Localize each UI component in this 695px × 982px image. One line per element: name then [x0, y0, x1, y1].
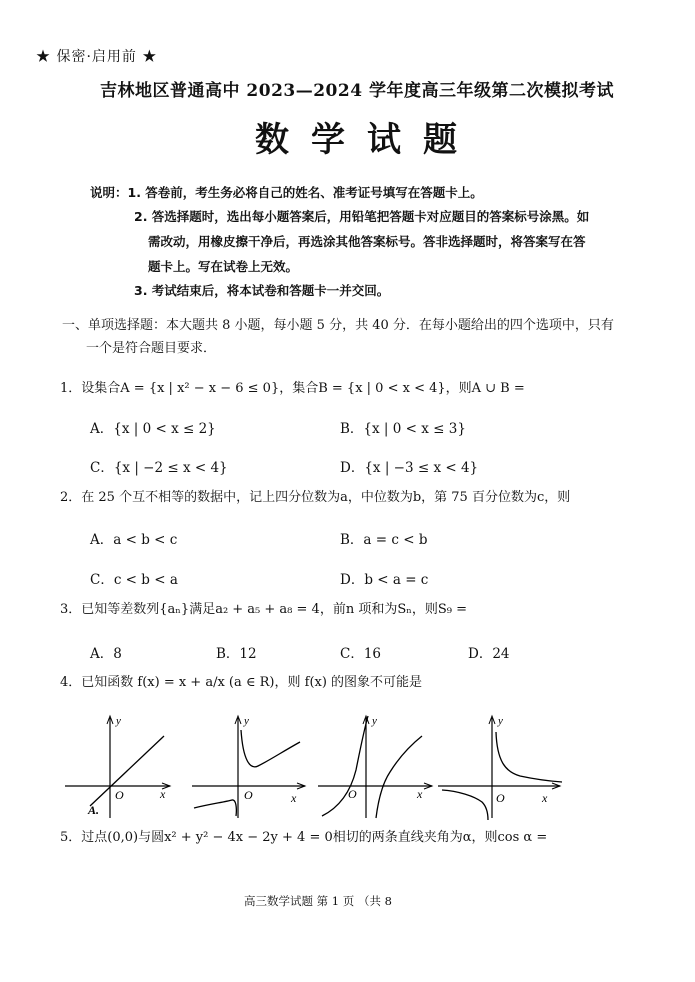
section-heading-line-2: 一个是符合题目要求．: [86, 341, 217, 356]
subject-title: 数学试题: [255, 120, 479, 160]
question-5-stem: 5．过点(0,0)与圆x² + y² − 4x − 2y + 4 = 0相切的两条直线夹角为α，则cos α =: [60, 830, 548, 845]
graph-d: [438, 715, 562, 820]
question-3-option-c: C．16: [340, 646, 382, 662]
question-1-option-a: A．{x | 0 < x ≤ 2}: [90, 421, 216, 437]
question-4-graphs: [60, 710, 570, 822]
question-1-option-b: B．{x | 0 < x ≤ 3}: [340, 421, 466, 437]
question-2-option-d: D．b < a = c: [340, 572, 429, 588]
graph-a: [65, 715, 170, 818]
question-3-stem: 3．已知等差数列{aₙ}满足a₂ + a₅ + a₈ = 4，前n 项和为Sₙ，则S₉ =: [60, 602, 467, 617]
question-3-option-d: D．24: [468, 646, 510, 662]
question-2-stem: 2．在 25 个互不相等的数据中，记上四分位数为a，中位数为b，第 75 百分位数为c，则: [60, 490, 571, 505]
graph-b-x-label: x: [291, 791, 297, 805]
graph-d-y-label: y: [498, 715, 503, 727]
graph-d-x-label: x: [542, 791, 548, 805]
question-1-stem: 1．设集合A = {x | x² − x − 6 ≤ 0}，集合B = {x | 0 < x < 4}，则A ∪ B =: [60, 381, 525, 396]
instruction-line-1: 说明：1. 答卷前，考生务必将自己的姓名、准考证号填写在答题卡上。: [90, 185, 483, 200]
question-3-option-a: A．8: [90, 646, 122, 662]
graph-c: [318, 715, 432, 818]
graph-b-origin-label: O: [244, 788, 253, 802]
page-footer: 高三数学试题 第 1 页 （共 8: [244, 894, 392, 908]
graph-a-origin-label: O: [115, 788, 124, 802]
graph-b: [192, 715, 305, 818]
exam-title: 吉林地区普通高中 2023—2024 学年度高三年级第二次模拟考试: [100, 81, 614, 101]
instruction-line-2: 2. 答选择题时，选出每小题答案后，用铅笔把答题卡对应题目的答案标号涂黑。如: [134, 209, 590, 224]
graph-c-origin-label: O: [348, 787, 357, 801]
section-heading-line-1: 一、单项选择题：本大题共 8 小题，每小题 5 分，共 40 分．在每小题给出的四个选项中，只有: [62, 318, 614, 333]
graph-a-choice-label: A.: [88, 803, 100, 817]
instruction-line-4: 题卡上。写在试卷上无效。: [148, 259, 299, 274]
question-1-option-c: C．{x | −2 ≤ x < 4}: [90, 460, 228, 476]
question-2-option-a: A．a < b < c: [90, 532, 178, 548]
question-4-stem: 4．已知函数 f(x) = x + a/x (a ∈ R)，则 f(x) 的图象不可能是: [60, 675, 423, 690]
graph-a-y-label: y: [116, 715, 121, 727]
question-2-option-b: B．a = c < b: [340, 532, 428, 548]
instruction-line-5: 3. 考试结束后，将本试卷和答题卡一并交回。: [134, 283, 390, 298]
question-2-option-c: C．c < b < a: [90, 572, 178, 588]
question-1-option-d: D．{x | −3 ≤ x < 4}: [340, 460, 479, 476]
instruction-line-3: 需改动，用橡皮擦干净后，再选涂其他答案标号。答非选择题时，将答案写在答: [148, 234, 586, 249]
graph-b-y-label: y: [244, 715, 249, 727]
graph-d-origin-label: O: [496, 791, 505, 805]
graph-c-x-label: x: [417, 787, 423, 801]
graph-c-y-label: y: [372, 715, 377, 727]
question-3-option-b: B．12: [216, 646, 257, 662]
confidential-label: ★ 保密·启用前 ★: [36, 49, 158, 65]
graph-a-x-label: x: [160, 787, 166, 801]
